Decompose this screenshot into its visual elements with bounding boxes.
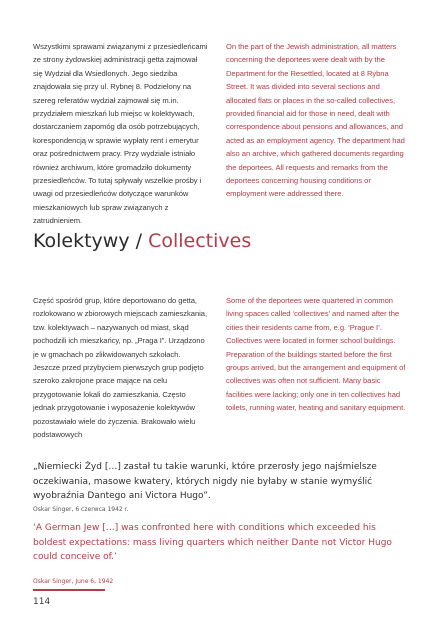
footer-rule — [33, 589, 105, 591]
intro-text-polish: Wszystkimi sprawami związanymi z przesiedleńcami ze strony żydowskiej administracji getta zajmował się Wydział dla Wsiedlonych. Jego siedziba znajdowała się przy ul. Rybnej 8. Podzielony na szereg referatów wydział zajmował się m.in. przydziałem mieszkań lub miejsc w kolektywach, dostarczaniem zapomóg dla osób potrzebujących, korespondencją w sprawie wypłaty rent i emerytur oraz pośrednictwem pracy. Przy wydziale istniało również archiwum, które gromadziło dokumenty przesiedleńców. To tutaj spływały wszelkie prośby i uwagi od przesiedleńców dotyczące warunków mieszkaniowych lub spraw związanych z zatrudnieniem. — [33, 42, 208, 226]
quote-english: ‘A German Jew […] was confronted here with conditions which exceeded his boldest expectations: mass living quarters which neither Dante not Victor Hugo could conceive of.’ — [33, 523, 392, 562]
quote-polish: „Niemiecki Żyd […] zastał tu takie warunki, które przerosły jego najśmielsze oczekiwania, masowe kwatery, których nigdy nie byłaby w stanie wymyślić wyobraźnia Dantego ani Victora Hugo”. — [33, 462, 377, 501]
quote-attribution-polish: Oskar Singer, 6 czerwca 1942 r. — [33, 506, 129, 513]
collectives-text-english: Some of the deportees were quartered in common living spaces called ‘collectives’ and named after the cities their residents came from, e.g. ‘Prague I’. Collectives were located in former school buildings. Preparation of the buildings started before the first groups arrived, but the arrangement and equipment of collectives was often not sufficient. Many basic facilities were lacking; only one in ten collectives had toilets, running water, heating and sanitary equipment. — [226, 296, 406, 413]
heading-separator: / — [135, 230, 143, 252]
collectives-text-polish: Część spośród grup, które deportowano do getta, rozlokowano w zbiorowych miejscach zamieszkania, tzw. kolektywach – nazywanych od miast, skąd pochodzili ich mieszkańcy, np. „Praga I”. Urządzono je w gmachach po zlikwidowanych szkołach. Jeszcze przed przybyciem pierwszych grup podjęto szeroko zakrojone prace mające na celu przygotowanie lokali do zamieszkania. Często jednak przygotowanie i wyposażenie kolektywów pozostawiało wiele do życzenia. Brakowało wielu podstawowych — [33, 296, 208, 440]
quote-attribution-english: Oskar Singer, June 6, 1942 — [33, 578, 114, 585]
page-number: 114 — [33, 597, 51, 607]
heading-english: Collectives — [148, 230, 252, 252]
section-heading — [33, 229, 413, 253]
intro-text-english: On the part of the Jewish administration, all matters concerning the deportees were dealt with by the Department for the Resettled, located at 8 Rybna Street. It was divided into several sections and allocated flats or places in the so-called collectives, provided financial aid for those in need, dealt with correspondence about pensions and allowances, and acted as an employment agency. The department had also an archive, which gathered documents regarding the deportees. All requests and remarks from the deportees concerning housing conditions or employment were addressed there. — [226, 42, 405, 199]
heading-polish: Kolektywy — [33, 230, 130, 252]
